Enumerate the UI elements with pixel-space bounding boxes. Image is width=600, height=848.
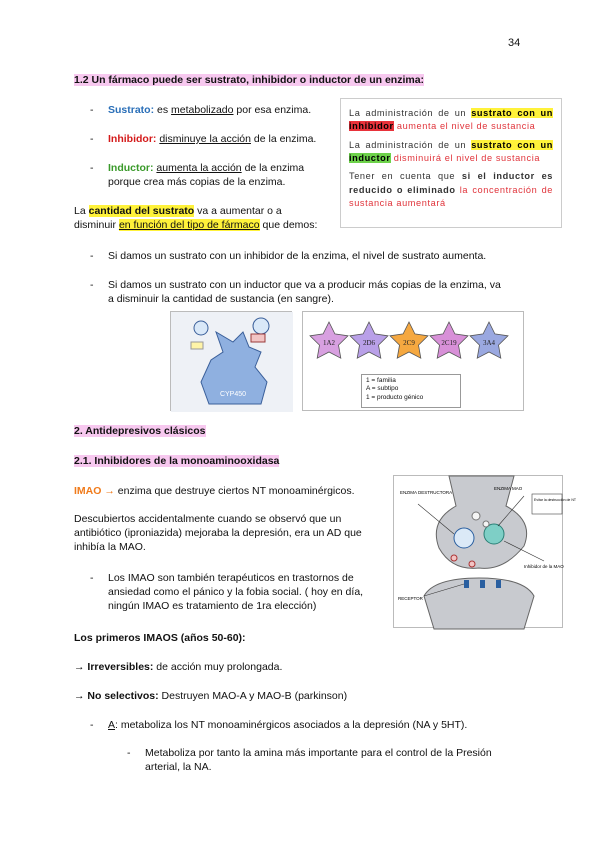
cyp-star-label: 2C9 [403, 339, 415, 347]
legend-box: 1 = familia A = subtipo 1 = producto génico [361, 374, 461, 408]
term-inductor: Inductor: [108, 162, 154, 174]
list-item: - Sustrato: es metabolizado por esa enzima. [90, 104, 312, 116]
term-sustrato: Sustrato: [108, 104, 155, 116]
list-item: - Los IMAO son también terapéuticos en trastornos de ansiedad como el pánico y la fobia social. ( hoy en día, ningún IMAO es tratamiento de 1ra elección) [90, 572, 364, 613]
list-item: - Si damos un sustrato con un inductor que va a producir más copias de la enzima, va a disminuir la cantidad de sustancia (en sangre). [90, 279, 501, 306]
svg-text:ENZIMA MAO: ENZIMA MAO [494, 486, 523, 491]
summary-box: La administración de un sustrato con un inhibidor aumenta el nivel de sustancia La administración de un sustrato con un inductor disminuirá el nivel de sustancia Tener en cuenta que si el inductor es reducido o eliminado la concentración de sustancia aumentará [340, 98, 562, 228]
section-title: 2. Antidepresivos clásicos [74, 425, 206, 437]
list-item: - Inhibidor: disminuye la acción de la enzima. [90, 133, 317, 145]
term-inhibidor: Inhibidor: [108, 133, 157, 145]
paragraph: Descubiertos accidentalmente cuando se observó que un antibiótico (iproniazida) mejoraba la depresión, era un AD que inhibía la MAO. [74, 513, 362, 554]
section-title-text: 1.2 Un fármaco puede ser sustrato, inhibidor o inductor de un enzima: [74, 74, 425, 86]
svg-text:Evitar la destrucción de NT: Evitar la destrucción de NT [534, 498, 577, 502]
cyp-star-label: 3A4 [482, 339, 496, 347]
list-item: - Inductor: aumenta la acción de la enzima porque crea más copias de la enzima. [90, 162, 305, 189]
section-title [74, 73, 424, 87]
imao-definition: IMAO → enzima que destruye ciertos NT monoaminérgicos. [74, 485, 355, 497]
cyp-stars-figure [302, 311, 524, 411]
cyp450-figure [170, 311, 292, 411]
subsection-title: 2.1. Inhibidores de la monoaminooxidasa [74, 455, 280, 467]
list-item: - Metaboliza por tanto la amina más importante para el control de la Presión arterial, la NA. [127, 747, 492, 774]
cyp-star-label: 2C19 [441, 339, 457, 347]
cyp-star-label: 1A2 [322, 339, 336, 347]
no-selectivos-line: → No selectivos: Destruyen MAO-A y MAO-B (parkinson) [74, 690, 348, 702]
paragraph: La cantidad del sustrato va a aumentar o a disminuir en función del tipo de fármaco que demos: [74, 205, 318, 232]
cyp450-label: CYP450 [219, 391, 247, 398]
svg-text:ENZIMA DESTRUCTORA: ENZIMA DESTRUCTORA [400, 490, 453, 495]
cyp-star-label: 2D6 [362, 339, 376, 347]
svg-text:RECEPTOR: RECEPTOR [398, 596, 423, 601]
svg-text:Inhibidor de la MAO: Inhibidor de la MAO [524, 564, 564, 569]
list-item: - A: metaboliza los NT monoaminérgicos asociados a la depresión (NA y 5HT). [90, 719, 468, 731]
irreversibles-line: → Irreversibles: de acción muy prolongada. [74, 661, 283, 673]
list-item: - Si damos un sustrato con un inhibidor de la enzima, el nivel de sustrato aumenta. [90, 250, 487, 262]
page-number: 34 [508, 37, 521, 49]
synapse-figure [393, 475, 577, 628]
first-imaos-title: Los primeros IMAOS (años 50-60): [74, 632, 246, 644]
